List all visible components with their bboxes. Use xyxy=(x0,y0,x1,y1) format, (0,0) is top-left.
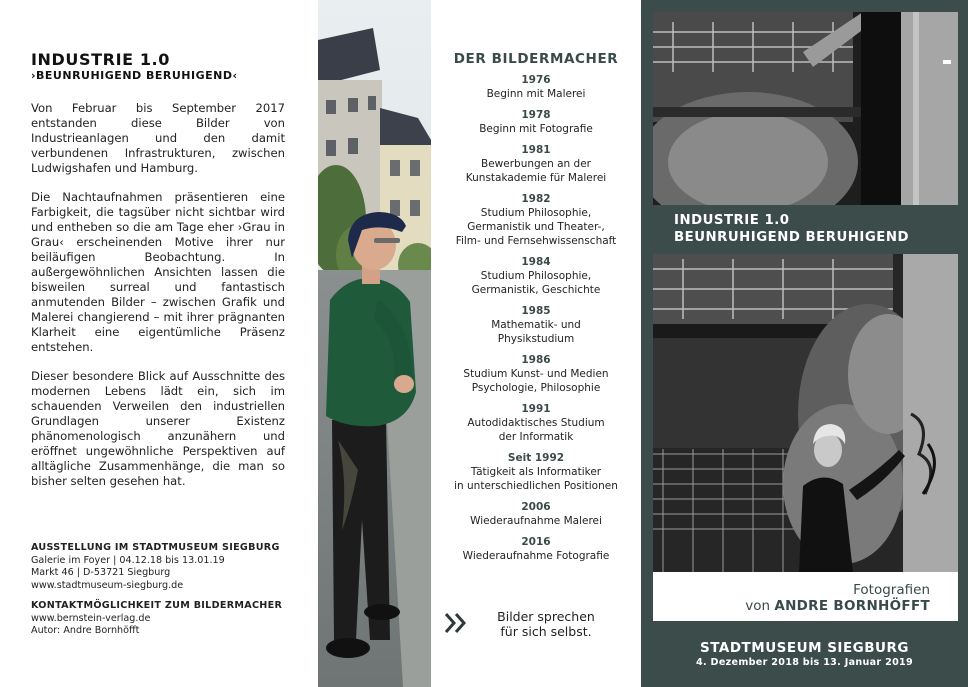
contact-heading: KONTAKTMÖGLICHKEIT ZUM BILDERMACHER xyxy=(31,600,283,611)
exhibition-info xyxy=(31,542,301,592)
timeline-desc: Physikstudium xyxy=(497,333,575,345)
contact-link[interactable]: www.bernstein-verlag.de xyxy=(31,612,151,624)
cover-panel xyxy=(641,0,968,687)
quote-line: für sich selbst. xyxy=(500,624,592,639)
author-prefix: von xyxy=(745,598,775,614)
timeline-desc: Beginn mit Malerei xyxy=(486,88,586,100)
author-line: Autor: Andre Bornhöfft xyxy=(31,625,140,636)
box-line-author xyxy=(745,598,930,614)
industrial-photo-bottom xyxy=(653,254,958,572)
timeline-item xyxy=(431,256,641,297)
exhibition-line: Markt 46 | D-53721 Siegburg xyxy=(31,567,171,578)
industrial-photo-top xyxy=(653,12,958,205)
timeline-desc: Wiederaufnahme Malerei xyxy=(470,515,602,527)
timeline-desc: Kunstakademie für Malerei xyxy=(465,172,607,184)
paragraph: Die Nachtaufnahmen präsentieren eine Farbigkeit, die tagsüber nicht sichtbar wird und entheben so die am Tage eher ›Grau in Grau‹ erscheinenden Motive ihrer nur beiläufigen Beobachtung. In außergewöhnlichen Ansichten lassen die bisweilen surreal und fantastisch anmutenden Bilder – zwischen Grafik und Malerei changierend – mit ihrer prägnanten Klarheit eine eigentümliche Präsenz entstehen. xyxy=(31,190,285,354)
timeline-title: DER BILDERMACHER xyxy=(453,51,619,67)
timeline-item xyxy=(431,305,641,346)
info-section xyxy=(31,542,301,646)
timeline-item xyxy=(431,403,641,444)
timeline-desc: in unterschiedlichen Positionen xyxy=(454,480,618,492)
timeline-desc: Psychologie, Philosophie xyxy=(471,382,601,394)
timeline-item xyxy=(431,109,641,136)
timeline-year: 1984 xyxy=(521,256,551,268)
exhibition-heading: AUSSTELLUNG IM STADTMUSEUM SIEGBURG xyxy=(31,542,280,553)
artist-portrait-image xyxy=(318,0,431,687)
body-text xyxy=(31,101,285,503)
photographer-box xyxy=(653,572,958,621)
quote-line: Bilder sprechen xyxy=(497,609,595,624)
timeline-desc: der Informatik xyxy=(498,431,574,443)
timeline-year: Seit 1992 xyxy=(507,452,565,464)
timeline-list xyxy=(431,74,641,571)
timeline-item xyxy=(431,452,641,493)
exhibition-link[interactable]: www.stadtmuseum-siegburg.de xyxy=(31,579,184,591)
timeline-desc: Wiederaufnahme Fotografie xyxy=(462,550,610,562)
timeline-year: 1986 xyxy=(521,354,551,366)
timeline-desc: Studium Kunst- und Medien xyxy=(463,368,609,380)
timeline-panel xyxy=(431,0,641,687)
cover-title xyxy=(674,212,909,246)
artist-photo xyxy=(318,0,431,687)
timeline-year: 2016 xyxy=(521,536,551,548)
timeline-item xyxy=(431,536,641,563)
cover-title-line: INDUSTRIE 1.0 xyxy=(674,213,790,228)
timeline-year: 1991 xyxy=(521,403,551,415)
venue-name: STADTMUSEUM SIEGBURG xyxy=(700,640,909,656)
timeline-item xyxy=(431,144,641,185)
timeline-item xyxy=(431,501,641,528)
timeline-item xyxy=(431,354,641,395)
timeline-desc: Autodidaktisches Studium xyxy=(467,417,605,429)
timeline-desc: Studium Philosophie, xyxy=(480,270,592,282)
timeline-item xyxy=(431,193,641,248)
double-chevron-right-icon xyxy=(443,611,469,635)
industrial-structure-image xyxy=(653,12,958,205)
timeline-desc: Germanistik und Theater-, xyxy=(467,221,605,233)
timeline-desc: Film- und Fernsehwissenschaft xyxy=(455,235,617,247)
timeline-year: 2006 xyxy=(521,501,551,513)
panel-subtitle: ›BEUNRUHIGEND BERUHIGEND‹ xyxy=(31,69,238,82)
timeline-year: 1985 xyxy=(521,305,551,317)
paragraph: Dieser besondere Blick auf Ausschnitte des modernen Lebens lädt ein, sich im schauenden Verweilen den industriellen Grundlagen unserer Existenz phänomenologisch anzunähern und eröffnet ungewöhnliche Perspektiven auf alltägliche Zusammenhänge, die man so bisher selten gesehen hat. xyxy=(31,369,285,488)
timeline-item xyxy=(431,74,641,101)
artist-at-industrial-site-image xyxy=(653,254,958,572)
paragraph: Von Februar bis September 2017 entstanden diese Bilder von Industrieanlagen und den damit verbundenen Infrastrukturen, zwischen Ludwigshafen und Hamburg. xyxy=(31,101,285,175)
timeline-desc: Germanistik, Geschichte xyxy=(471,284,601,296)
exhibition-line: Galerie im Foyer | 04.12.18 bis 13.01.19 xyxy=(31,554,225,566)
quote-text xyxy=(471,609,621,639)
panel-title: INDUSTRIE 1.0 xyxy=(31,50,170,69)
timeline-desc: Mathematik- und xyxy=(491,319,581,331)
box-line-photos: Fotografien xyxy=(853,582,930,598)
inside-panel-text xyxy=(0,0,318,687)
timeline-year: 1982 xyxy=(521,193,551,205)
timeline-desc: Studium Philosophie, xyxy=(480,207,592,219)
cover-title-line: BEUNRUHIGEND BERUHIGEND xyxy=(674,230,910,245)
quote xyxy=(443,609,633,645)
contact-info xyxy=(31,600,301,638)
timeline-desc: Beginn mit Fotografie xyxy=(479,123,593,135)
timeline-year: 1976 xyxy=(521,74,551,86)
exhibition-dates: 4. Dezember 2018 bis 13. Januar 2019 xyxy=(696,657,913,668)
timeline-desc: Tätigkeit als Informatiker xyxy=(470,466,602,478)
timeline-year: 1978 xyxy=(521,109,551,121)
timeline-desc: Bewerbungen an der xyxy=(481,158,591,170)
timeline-year: 1981 xyxy=(521,144,551,156)
author-name: ANDRE BORNHÖFFT xyxy=(774,598,930,614)
